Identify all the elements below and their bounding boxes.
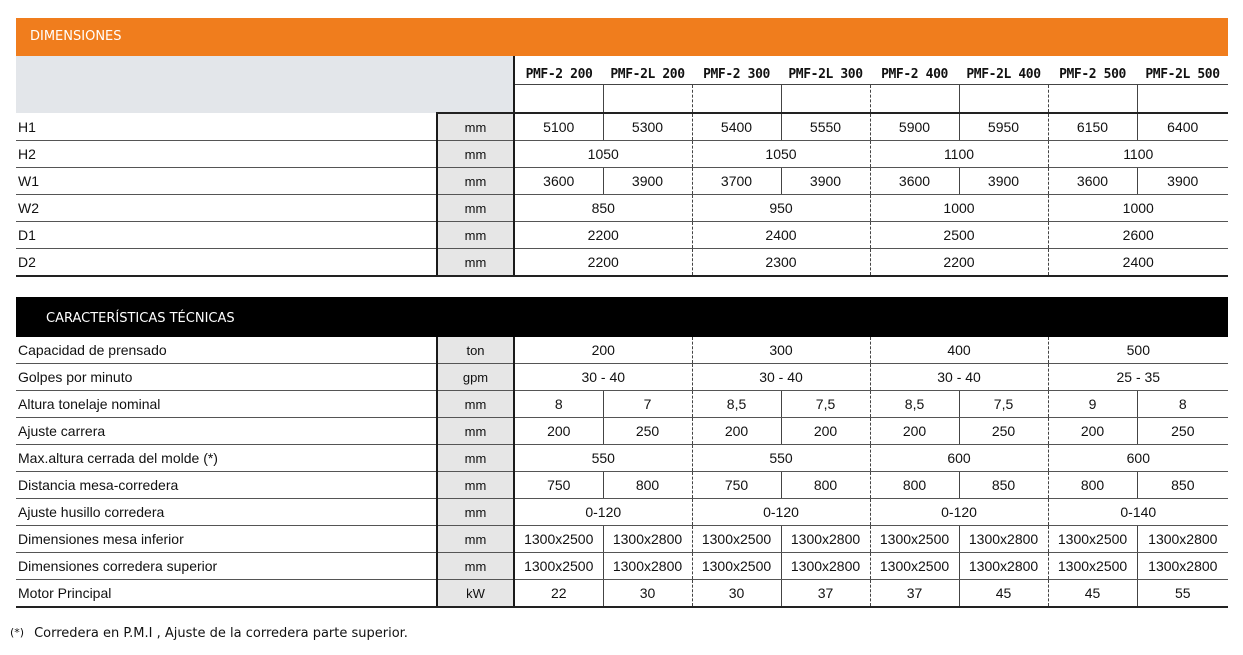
footnote <box>10 626 408 641</box>
value-cell: 22 <box>514 580 603 608</box>
value-cell: 6150 <box>1048 113 1137 141</box>
value-cell: 5550 <box>781 113 870 141</box>
value-cell: 200 <box>1048 418 1137 445</box>
table-row <box>16 113 1228 141</box>
table-row <box>16 499 1228 526</box>
value-cell: 3900 <box>603 168 692 195</box>
value-cell: 45 <box>959 580 1048 608</box>
row-label: H1 <box>16 113 437 141</box>
value-cell: 1300x2500 <box>870 553 959 580</box>
value-cell: 37 <box>870 580 959 608</box>
value-cell: 2200 <box>514 222 692 249</box>
footnote-mark: (*) <box>10 626 25 639</box>
value-cell: 850 <box>1137 472 1228 499</box>
value-cell: 1300x2500 <box>870 526 959 553</box>
blank-cell <box>1048 85 1137 114</box>
value-cell: 850 <box>959 472 1048 499</box>
value-cell: 5300 <box>603 113 692 141</box>
value-cell: 30 - 40 <box>692 364 870 391</box>
value-cell: 1300x2800 <box>959 553 1048 580</box>
technical-header <box>16 297 1228 337</box>
value-cell: 30 <box>692 580 781 608</box>
blank-cell <box>870 85 959 114</box>
unit-cell: mm <box>437 113 514 141</box>
model-header-row <box>16 56 1228 85</box>
value-cell: 600 <box>870 445 1048 472</box>
blank-cell <box>1137 85 1228 114</box>
value-cell: 0-120 <box>870 499 1048 526</box>
technical-table <box>16 337 1228 608</box>
value-cell: 1300x2500 <box>692 526 781 553</box>
value-cell: 5900 <box>870 113 959 141</box>
row-label: H2 <box>16 141 437 168</box>
value-cell: 1050 <box>514 141 692 168</box>
value-cell: 0-120 <box>514 499 692 526</box>
table-row <box>16 418 1228 445</box>
value-cell: 0-140 <box>1048 499 1228 526</box>
blank-cell <box>603 85 692 114</box>
value-cell: 1300x2500 <box>1048 526 1137 553</box>
value-cell: 2500 <box>870 222 1048 249</box>
value-cell: 200 <box>514 337 692 364</box>
value-cell: 30 - 40 <box>870 364 1048 391</box>
value-cell: 9 <box>1048 391 1137 418</box>
value-cell: 7 <box>603 391 692 418</box>
row-label: Distancia mesa-corredera <box>16 472 437 499</box>
value-cell: 800 <box>1048 472 1137 499</box>
row-label: Dimensiones corredera superior <box>16 553 437 580</box>
value-cell: 200 <box>514 418 603 445</box>
dimensions-header <box>16 18 1228 56</box>
row-label: W1 <box>16 168 437 195</box>
row-label: Ajuste husillo corredera <box>16 499 437 526</box>
value-cell: 1000 <box>870 195 1048 222</box>
value-cell: 200 <box>870 418 959 445</box>
unit-cell: mm <box>437 553 514 580</box>
value-cell: 800 <box>781 472 870 499</box>
technical-title: CARACTERÍSTICAS TÉCNICAS <box>46 310 235 326</box>
value-cell: 3900 <box>781 168 870 195</box>
value-cell: 8 <box>514 391 603 418</box>
value-cell: 5950 <box>959 113 1048 141</box>
value-cell: 2200 <box>514 249 692 277</box>
value-cell: 1100 <box>870 141 1048 168</box>
unit-cell: kW <box>437 580 514 608</box>
value-cell: 30 - 40 <box>514 364 692 391</box>
row-label: W2 <box>16 195 437 222</box>
value-cell: 8 <box>1137 391 1228 418</box>
value-cell: 55 <box>1137 580 1228 608</box>
unit-cell: mm <box>437 195 514 222</box>
value-cell: 2200 <box>870 249 1048 277</box>
value-cell: 300 <box>692 337 870 364</box>
row-label: D1 <box>16 222 437 249</box>
header-blank-unit <box>437 56 514 113</box>
value-cell: 45 <box>1048 580 1137 608</box>
model-header: PMF-2L 500 <box>1137 56 1228 85</box>
value-cell: 6400 <box>1137 113 1228 141</box>
row-label: Golpes por minuto <box>16 364 437 391</box>
blank-cell <box>514 85 603 114</box>
value-cell: 550 <box>692 445 870 472</box>
value-cell: 2400 <box>692 222 870 249</box>
value-cell: 1300x2800 <box>603 553 692 580</box>
value-cell: 1300x2500 <box>692 553 781 580</box>
unit-cell: mm <box>437 499 514 526</box>
row-label: D2 <box>16 249 437 277</box>
blank-cell <box>959 85 1048 114</box>
row-label: Motor Principal <box>16 580 437 608</box>
value-cell: 550 <box>514 445 692 472</box>
value-cell: 3900 <box>959 168 1048 195</box>
value-cell: 200 <box>692 418 781 445</box>
model-header: PMF-2 200 <box>514 56 603 85</box>
row-label: Max.altura cerrada del molde (*) <box>16 445 437 472</box>
value-cell: 1300x2800 <box>781 526 870 553</box>
value-cell: 500 <box>1048 337 1228 364</box>
row-label: Ajuste carrera <box>16 418 437 445</box>
table-row <box>16 249 1228 277</box>
value-cell: 3600 <box>870 168 959 195</box>
footnote-text: Corredera en P.M.I , Ajuste de la corredera parte superior. <box>34 626 408 641</box>
model-header: PMF-2L 200 <box>603 56 692 85</box>
table-row <box>16 553 1228 580</box>
unit-cell: mm <box>437 141 514 168</box>
value-cell: 750 <box>514 472 603 499</box>
unit-cell: mm <box>437 168 514 195</box>
unit-cell: mm <box>437 222 514 249</box>
value-cell: 3900 <box>1137 168 1228 195</box>
value-cell: 250 <box>959 418 1048 445</box>
table-row <box>16 445 1228 472</box>
table-row <box>16 391 1228 418</box>
value-cell: 2400 <box>1048 249 1228 277</box>
row-label: Altura tonelaje nominal <box>16 391 437 418</box>
value-cell: 25 - 35 <box>1048 364 1228 391</box>
value-cell: 400 <box>870 337 1048 364</box>
unit-cell: mm <box>437 391 514 418</box>
dimensions-table <box>16 56 1228 277</box>
value-cell: 1300x2500 <box>514 526 603 553</box>
value-cell: 800 <box>603 472 692 499</box>
value-cell: 1300x2800 <box>781 553 870 580</box>
value-cell: 3700 <box>692 168 781 195</box>
model-header: PMF-2 400 <box>870 56 959 85</box>
table-row <box>16 141 1228 168</box>
table-row <box>16 168 1228 195</box>
unit-cell: mm <box>437 249 514 277</box>
value-cell: 2600 <box>1048 222 1228 249</box>
value-cell: 1000 <box>1048 195 1228 222</box>
table-row <box>16 337 1228 364</box>
value-cell: 5400 <box>692 113 781 141</box>
row-label: Dimensiones mesa inferior <box>16 526 437 553</box>
model-header: PMF-2 300 <box>692 56 781 85</box>
blank-cell <box>781 85 870 114</box>
model-header: PMF-2 500 <box>1048 56 1137 85</box>
dimensions-title: DIMENSIONES <box>30 28 122 44</box>
value-cell: 1300x2800 <box>603 526 692 553</box>
table-row <box>16 195 1228 222</box>
value-cell: 1100 <box>1048 141 1228 168</box>
value-cell: 950 <box>692 195 870 222</box>
value-cell: 1300x2500 <box>1048 553 1137 580</box>
value-cell: 5100 <box>514 113 603 141</box>
table-row <box>16 580 1228 608</box>
value-cell: 800 <box>870 472 959 499</box>
value-cell: 7,5 <box>781 391 870 418</box>
unit-cell: gpm <box>437 364 514 391</box>
value-cell: 1300x2800 <box>1137 526 1228 553</box>
value-cell: 30 <box>603 580 692 608</box>
value-cell: 1050 <box>692 141 870 168</box>
value-cell: 200 <box>781 418 870 445</box>
blank-cell <box>692 85 781 114</box>
value-cell: 250 <box>1137 418 1228 445</box>
unit-cell: mm <box>437 418 514 445</box>
value-cell: 3600 <box>1048 168 1137 195</box>
value-cell: 850 <box>514 195 692 222</box>
value-cell: 250 <box>603 418 692 445</box>
table-row <box>16 526 1228 553</box>
value-cell: 1300x2800 <box>959 526 1048 553</box>
value-cell: 8,5 <box>692 391 781 418</box>
value-cell: 1300x2800 <box>1137 553 1228 580</box>
value-cell: 0-120 <box>692 499 870 526</box>
row-label: Capacidad de prensado <box>16 337 437 364</box>
value-cell: 3600 <box>514 168 603 195</box>
value-cell: 37 <box>781 580 870 608</box>
unit-cell: mm <box>437 526 514 553</box>
value-cell: 1300x2500 <box>514 553 603 580</box>
header-blank <box>16 56 437 113</box>
unit-cell: mm <box>437 445 514 472</box>
model-header: PMF-2L 300 <box>781 56 870 85</box>
value-cell: 8,5 <box>870 391 959 418</box>
table-row <box>16 364 1228 391</box>
model-header: PMF-2L 400 <box>959 56 1048 85</box>
value-cell: 600 <box>1048 445 1228 472</box>
unit-cell: mm <box>437 472 514 499</box>
unit-cell: ton <box>437 337 514 364</box>
value-cell: 7,5 <box>959 391 1048 418</box>
value-cell: 2300 <box>692 249 870 277</box>
table-row <box>16 222 1228 249</box>
value-cell: 750 <box>692 472 781 499</box>
table-row <box>16 472 1228 499</box>
